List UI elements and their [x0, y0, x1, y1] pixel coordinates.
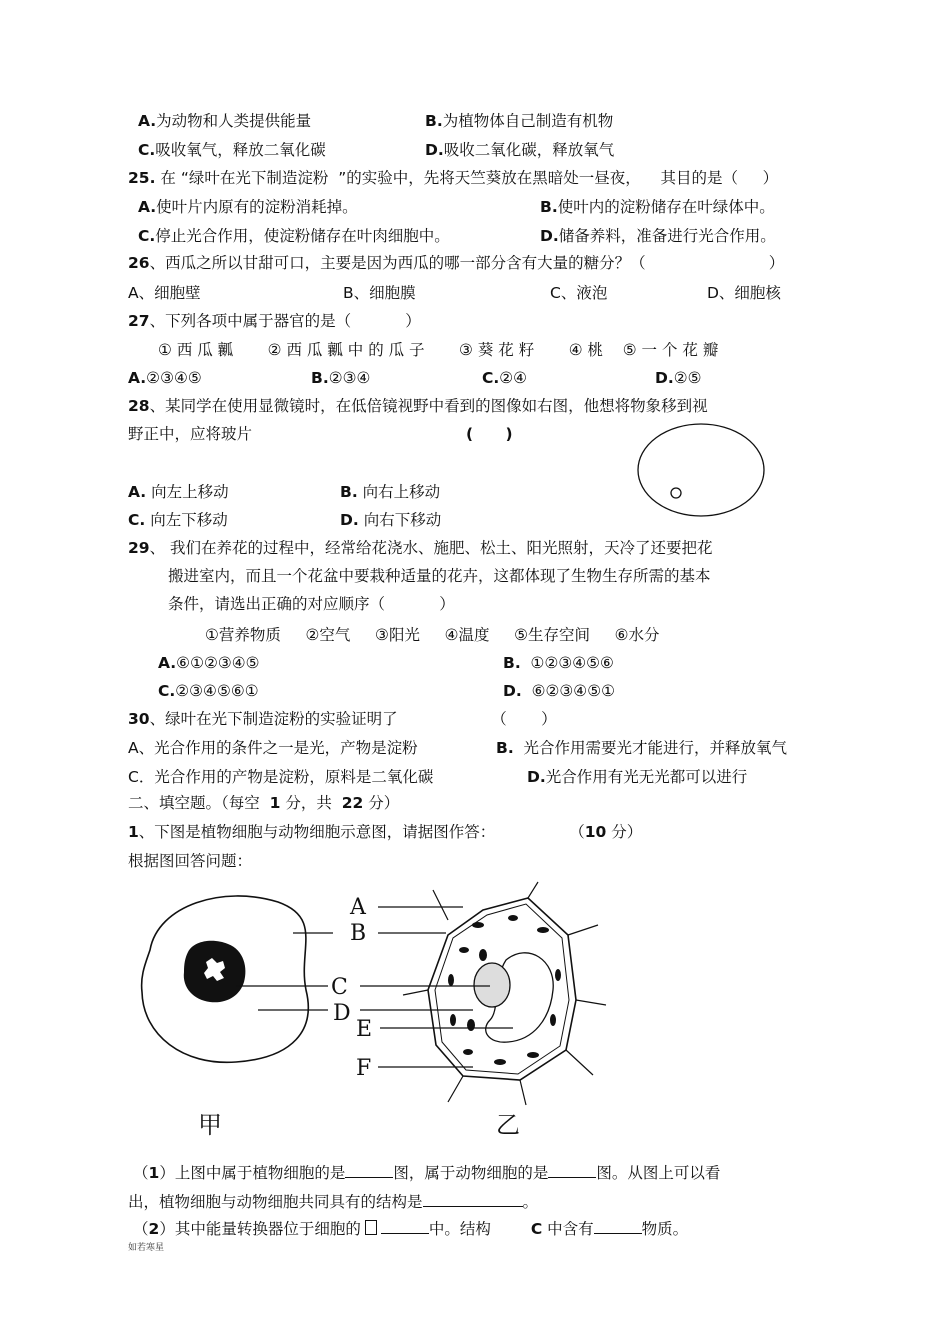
q26-option-b: B、细胞膜	[343, 284, 416, 302]
q29-option-a: A.⑥①②③④⑤	[158, 654, 260, 672]
plant-cell-nucleus	[474, 963, 510, 1007]
cell-diagram	[128, 880, 608, 1150]
label-c: C	[331, 975, 348, 1000]
footer-text: 如若寒星	[128, 1243, 165, 1253]
caption-jia: 甲	[198, 1111, 222, 1139]
nucleus-chromatin	[204, 958, 225, 981]
q25-option-c: C.停止光合作用，使淀粉储存在叶肉细胞中。	[138, 227, 450, 245]
blank-common-structure[interactable]	[423, 1192, 523, 1207]
sub-q1-line2: 出，植物细胞与动物细胞共同具有的结构是 。	[128, 1193, 539, 1211]
q30-option-c: C．光合作用的产物是淀粉，原料是二氧化碳	[128, 768, 434, 786]
q30-stem: 30、绿叶在光下制造淀粉的实验证明了 （ ）	[128, 710, 557, 728]
label-f: F	[356, 1056, 372, 1081]
q29-option-b: B. ①②③④⑤⑥	[503, 654, 614, 672]
q29-stem-line2: 搬进室内，而且一个花盆中要栽种适量的花卉，这都体现了生物生存所需的基本	[168, 567, 711, 585]
blank-energy-converter[interactable]	[381, 1219, 429, 1234]
q29-items: ①营养物质 ②空气 ③阳光 ④温度 ⑤生存空间 ⑥水分	[205, 626, 660, 644]
q28-answer-paren: ( )	[466, 425, 513, 443]
q27-option-d: D.②⑤	[655, 369, 702, 387]
label-e: E	[356, 1017, 373, 1042]
label-d: D	[333, 1001, 351, 1026]
q28-stem-line1: 28、某同学在使用显微镜时，在低倍镜视野中看到的图像如右图，他想将物象移到视	[128, 397, 708, 415]
q27-option-c: C.②④	[482, 369, 528, 387]
fill-q1-line2: 根据图回答问题：	[128, 852, 253, 870]
label-lines	[236, 907, 513, 1067]
q27-option-b: B.②③④	[311, 369, 371, 387]
q30-option-d: D.光合作用有光无光都可以进行	[527, 768, 748, 786]
q24-option-b: B.为植物体自己制造有机物	[425, 112, 614, 130]
q29-option-c: C.②③④⑤⑥①	[158, 682, 259, 700]
section-title: 二、填空题。（每空 1 分，共 22 分）	[128, 794, 400, 812]
sub-q1-line1: （1）上图中属于植物细胞的是 图，属于动物细胞的是 图。从图上可以看	[133, 1164, 721, 1182]
q28-option-a: A. 向左上移动	[128, 483, 229, 501]
q28-option-d: D. 向右下移动	[340, 511, 442, 529]
q27-items: ① 西 瓜 瓤 ② 西 瓜 瓤 中 的 瓜 子 ③ 葵 花 籽 ④ 桃 ⑤ 一 个 花 瓣	[158, 341, 719, 359]
q28-stem-line2: 野正中，应将玻片	[128, 425, 253, 443]
q28-option-c: C. 向左下移动	[128, 511, 228, 529]
field-of-view-circle	[638, 424, 764, 516]
q24-option-a: A.为动物和人类提供能量	[138, 112, 312, 130]
q24-option-c: C.吸收氧气，释放二氧化碳	[138, 141, 326, 159]
q26-option-a: A、细胞壁	[128, 284, 201, 302]
q27-option-a: A.②③④⑤	[128, 369, 202, 387]
q26-stem: 26、西瓜之所以甘甜可口，主要是因为西瓜的哪一部分含有大量的糖分？（ ）	[128, 254, 785, 272]
q30-option-a: A、光合作用的条件之一是光，产物是淀粉	[128, 739, 418, 757]
q28-option-b: B. 向右上移动	[340, 483, 441, 501]
q25-option-a: A.使叶片内原有的淀粉消耗掉。	[138, 198, 358, 216]
blank-plant-cell[interactable]	[345, 1163, 393, 1178]
q26-option-d: D、细胞核	[707, 284, 781, 302]
blank-letter-bracket[interactable]	[365, 1220, 377, 1235]
blank-c-substance[interactable]	[594, 1219, 642, 1234]
blank-animal-cell[interactable]	[548, 1163, 596, 1178]
microscope-field-figure	[634, 420, 768, 520]
q26-option-c: C、液泡	[550, 284, 608, 302]
q24-option-d: D.吸收二氧化碳，释放氧气	[425, 141, 615, 159]
object-dot	[671, 488, 681, 498]
q25-stem: 25. 在 “绿叶在光下制造淀粉 ”的实验中，先将天竺葵放在黑暗处一昼夜， 其目的是（ ）	[128, 169, 779, 187]
label-b: B	[350, 921, 367, 946]
q27-stem: 27、下列各项中属于器官的是（ ）	[128, 312, 421, 330]
q29-option-d: D. ⑥②③④⑤①	[503, 682, 615, 700]
q30-option-b: B. 光合作用需要光才能进行，并释放氧气	[496, 739, 788, 757]
q29-stem-line3: 条件，请选出正确的对应顺序（ ）	[168, 595, 455, 613]
q29-stem-line1: 29、 我们在养花的过程中，经常给花浇水、施肥、松土、阳光照射，天冷了还要把花	[128, 539, 713, 557]
fill-q1-stem: 1、下图是植物细胞与动物细胞示意图，请据图作答： （10 分）	[128, 823, 643, 841]
caption-yi: 乙	[496, 1111, 520, 1139]
sub-q2-line: （2）其中能量转换器位于细胞的 中。结构 C 中含有 物质。	[133, 1220, 689, 1238]
q25-option-d: D.储备养料，准备进行光合作用。	[540, 227, 776, 245]
q25-option-b: B.使叶内的淀粉储存在叶绿体中。	[540, 198, 775, 216]
label-a: A	[350, 895, 366, 920]
